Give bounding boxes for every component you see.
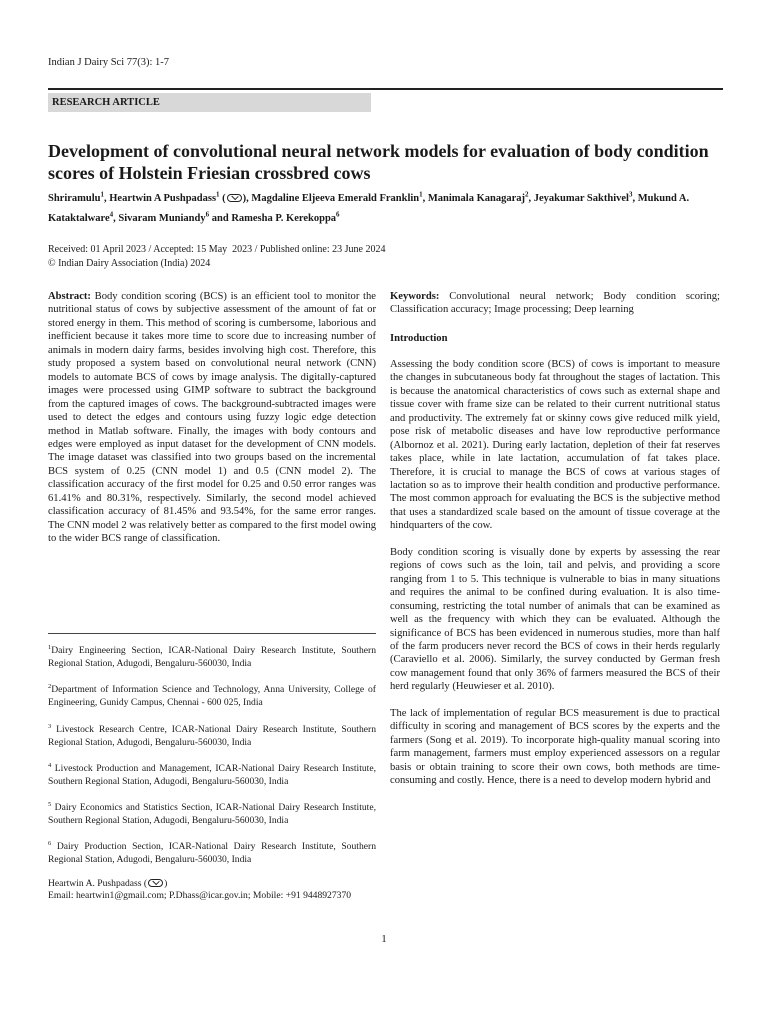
dates-line: Received: 01 April 2023 / Accepted: 15 May 2023 / Published online: 23 June 2024 [48,244,386,255]
affiliation: $^6$ Dairy Production Section, ICAR-National Dairy Research Institute, Southern Regional Station, Adugodi, Bengaluru-560030, India [48,840,376,866]
corresponding-contact: Email: heartwin1@gmail.com; P.Dhass@icar.gov.in; Mobile: +91 9448927370 [48,890,352,902]
envelope-icon [148,879,163,887]
author: Magdaline Eljeeva Emerald Franklin$^1$, [251,190,428,204]
intro-paragraph: Assessing the body condition score (BCS) of cows is important to measure the changes in subcutaneous body fat throughout the stages of lactation. This is because the anatomical characteristics of cows such as external shape and tissue cover with frame size can be related to their current nutritional status and productivity. The extremely fat or skinny cows give reduced milk yield, pose risk of metabolic diseases and have low reproductive performance (Albornoz et al. 2021). During early lactation, depletion of their fat reserves takes place, while in late lactation, accumulation of fat takes place. Therefore, it is crucial to manage the BCS of cows at various stages of lactation so as to improve their health condition and productive performance. The most common approach for evaluating the BCS is the subjective method that uses a standardized scale based on the amount of tissue coverage at the hindquarters of the cow. [390,358,720,532]
intro-paragraph: Body condition scoring is visually done by experts by assessing the rear regions of cows such as the loin, tail and pelvis, and providing a score ranging from 1 to 5. This technique is vulnerable to bias in many situations and requires the animal to be confined during evaluation. It is also time-consuming, restricting the total number of animals that can be examined as well as the frequency with which they can be evaluated. Although the significance of BCS has been evidenced in numerous studies, more than half of the farm producers never record the BCS of cows in their herds regularly (Caraviello et al. 2006). Similarly, the survey conducted by German fresh cow management found that only 36% of farmers measured the BCS of their herd regularly (Heuwieser et al. 2010). [390,546,720,693]
affiliation: $^5$ Dairy Economics and Statistics Section, ICAR-National Dairy Research Institute, Southern Regional Station, Adugodi, Bengaluru-560030, India [48,801,376,827]
footnote-rule [48,633,376,634]
keywords [390,290,720,317]
copyright-line: © Indian Dairy Association (India) 2024 [48,258,211,269]
author: Sivaram Muniandy$^6$ and [118,210,232,224]
envelope-icon [227,194,242,202]
keywords-label: Keywords: [390,291,440,302]
affiliation: $^1$Dairy Engineering Section, ICAR-National Dairy Research Institute, Southern Regional Station, Adugodi, Bengaluru-560030, India [48,644,376,669]
page-number: 1 [381,933,387,945]
publication-dates [48,243,385,271]
keywords-text: Convolutional neural network; Body condition scoring; Classification accuracy; Image processing; Deep learning [390,291,721,316]
affiliations [48,642,376,903]
affiliation: $^4$ Livestock Production and Management, ICAR-National Dairy Research Institute, Southern Regional Station, Adugodi, Bengaluru-560030, India [48,761,376,787]
affiliation: $^2$Department of Information Science and Technology, Anna University, College of Engineering, Gunidy Campus, Chennai - 600 025, India [48,683,376,709]
introduction-heading: Introduction [390,332,448,344]
author: Mukund A. Kataktalware$^4$, [48,192,690,224]
affiliation: $^3$ Livestock Research Centre, ICAR-National Dairy Research Institute, Southern Regional Station, Adugodi, Bengaluru-560030, India [48,722,376,748]
right-column [390,290,720,788]
author: Manimala Kanagaraj$^2$, [427,190,534,204]
article-type-banner: RESEARCH ARTICLE [48,93,371,112]
author: Shriramulu$^1$, [48,190,110,204]
author: Heartwin A Pushpadass$^1$ ( ), [109,190,252,204]
author-list [48,186,728,227]
abstract-label: Abstract: [48,291,91,302]
journal-citation: Indian J Dairy Sci 77(3): 1-7 [48,57,170,68]
corresponding-author: Heartwin A. Pushpadass ( ) [48,877,168,889]
header-rule [48,88,723,90]
intro-paragraph: The lack of implementation of regular BCS measurement is due to practical difficulty in scoring and management of BCS scores by the experts and the farmers (Song et al. 2019). To incorporate high-quality manual scoring into farm management, farmers must employ experienced assessors on a regular basis or obtain training to score their own cows, both methods are time-consuming and costly. Hence, there is a need to develop modern hybrid and [390,707,720,787]
article-title: Development of convolutional neural network models for evaluation of body condition scores of Holstein Friesian crossbred cows [48,141,709,183]
abstract-paragraph [48,290,376,546]
author: Jeyakumar Sakthivel$^3$, [533,190,638,204]
author: Ramesha P. Kerekoppa$^6$ [231,210,340,224]
abstract-text: Body condition scoring (BCS) is an efficient tool to monitor the nutritional status of cows by subjective assessment of the amount of fat or stored energy in them. This method of scoring is cumbersome, laborious and inefficient because it takes more time to score due to increasing number of animals in modern dairy farms, besides involving high cost. Therefore, this study proposed a system based on convolutional neural network (CNN) models to automate BCS of cows by image analysis. The digitally-captured images were processed using GIMP software to subtract the background from the captured images of cows. The background-subtracted images were used to detect the edges and contours using fuzzy logic edge detection method in Matlab software. Finally, the images with body contours and edges were employed as input dataset for the development of CNN models. The image dataset was classified into two groups based on the incremental BCS system of 0.25 (CNN model 1) and 0.5 (CNN model 2). The classification accuracy of the first model for 0.25 and 0.50 error ranges was 61.41% and 80.31%, respectively. Similarly, the second model achieved classification accuracy of 81.45% and 93.54%, for the same error ranges. The CNN model 2 was relatively better as compared to the first model owing to the wider BCS range of classification. [48,291,377,545]
abstract-section [48,290,376,546]
